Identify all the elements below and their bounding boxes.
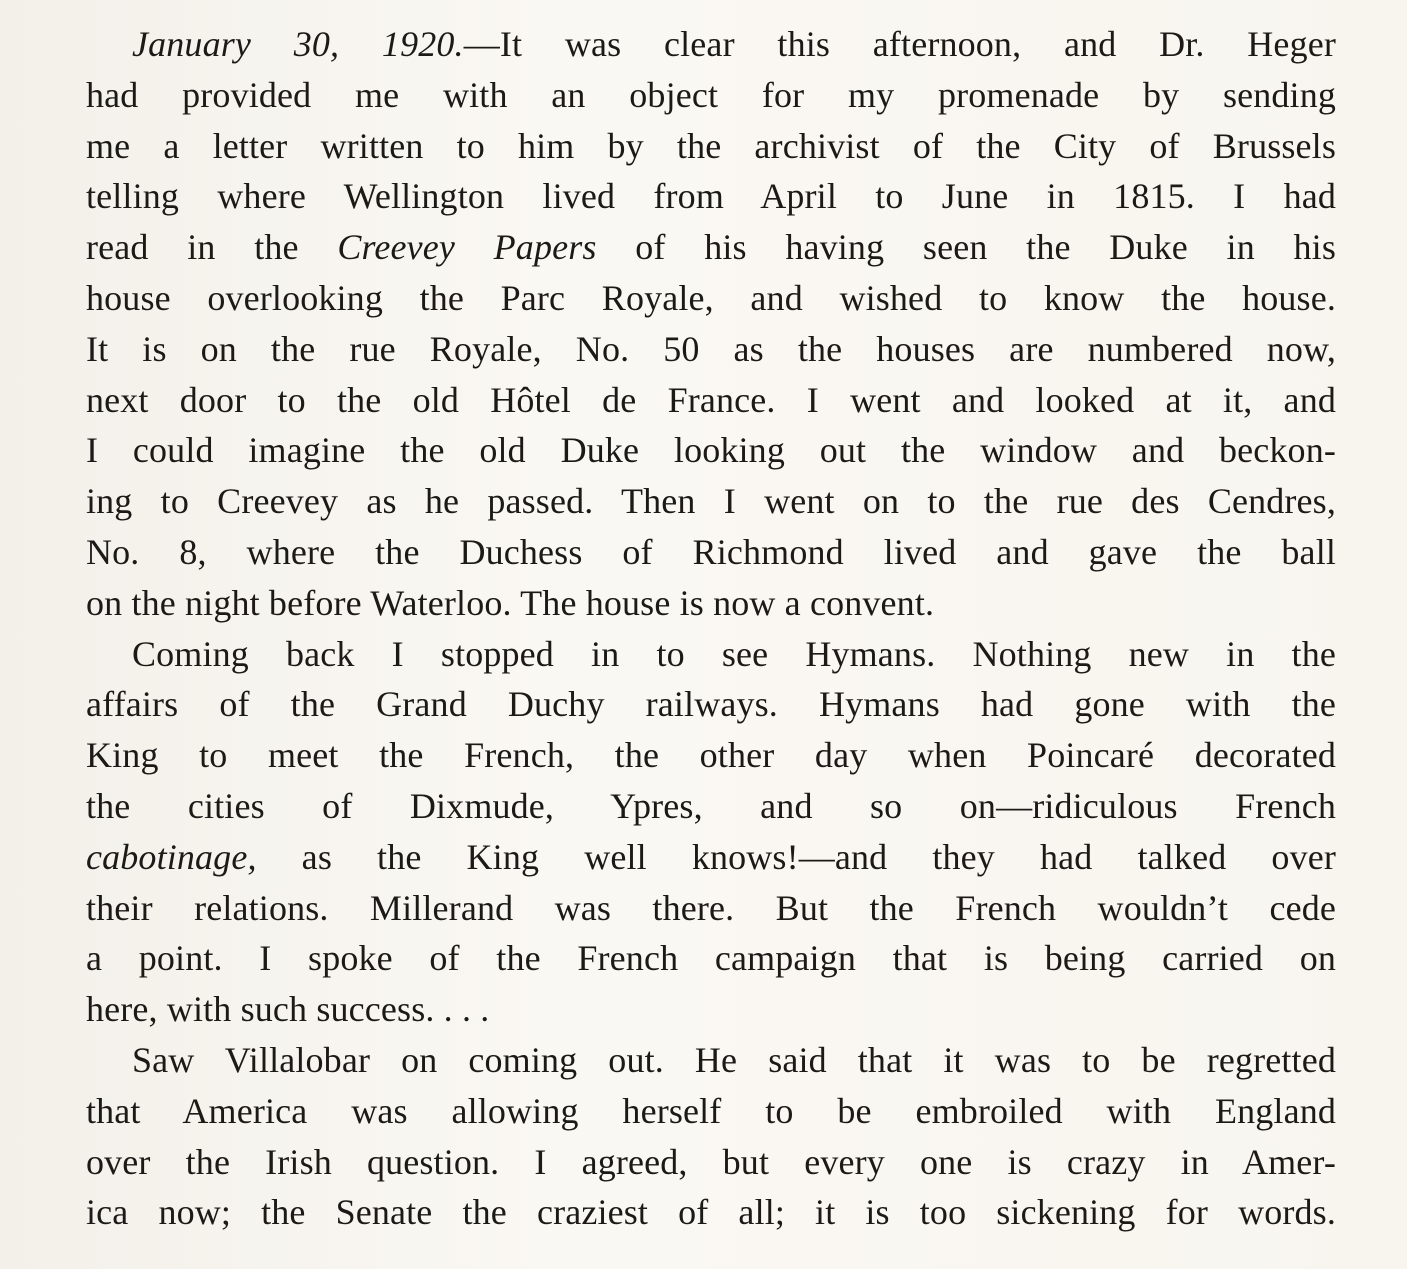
text-line: me a letter written to him by the archivist of the City of Brussels <box>86 125 1336 166</box>
text-line: a point. I spoke of the French campaign that is being carried on <box>86 938 1336 979</box>
text-line: here, with such success. . . . <box>86 989 490 1030</box>
text-line: I could imagine the old Duke looking out the window and beckon- <box>86 430 1336 471</box>
text-line: affairs of the Grand Duchy railways. Hymans had gone with the <box>86 684 1336 725</box>
text-line: No. 8, where the Duchess of Richmond lived and gave the ball <box>86 531 1336 572</box>
text-line: ing to Creevey as he passed. Then I went on to the rue des Cendres, <box>86 481 1336 522</box>
entry-date: January 30, 1920. <box>132 24 464 64</box>
text-line: Saw Villalobar on coming out. He said that it was to be regretted <box>132 1039 1336 1080</box>
italic-term: cabotinage, <box>86 836 257 877</box>
text-line: King to meet the French, the other day when Poincaré decorated <box>86 735 1336 776</box>
text-line: on the night before Waterloo. The house is now a convent. <box>86 582 935 623</box>
text-line: read in the Creevey Papers of his having seen the Duke in his <box>86 227 1336 268</box>
text-line: telling where Wellington lived from April to June in 1815. I had <box>86 176 1336 217</box>
text-line: Coming back I stopped in to see Hymans. Nothing new in the <box>132 633 1336 674</box>
paragraph-2 <box>86 629 1336 1035</box>
paragraph-1 <box>86 19 1336 629</box>
text-line: the cities of Dixmude, Ypres, and so on—ridiculous French <box>86 785 1336 826</box>
text-line: over the Irish question. I agreed, but every one is crazy in Amer- <box>86 1141 1336 1182</box>
page-text <box>86 19 1336 1238</box>
text-line: that America was allowing herself to be embroiled with England <box>86 1090 1336 1131</box>
text-line: their relations. Millerand was there. But the French wouldn’t cede <box>86 887 1336 928</box>
text-line: January 30, 1920.—It was clear this afternoon, and Dr. Heger <box>132 24 1336 64</box>
text-line: ica now; the Senate the craziest of all; it is too sickening for words. <box>86 1192 1336 1233</box>
text-line: It is on the rue Royale, No. 50 as the houses are numbered now, <box>86 328 1336 369</box>
text-line: house overlooking the Parc Royale, and wished to know the house. <box>86 277 1336 318</box>
book-title: Creevey Papers <box>337 227 597 268</box>
text-line: cabotinage, as the King well knows!—and they had talked over <box>86 836 1336 877</box>
text-line: next door to the old Hôtel de France. I went and looked at it, and <box>86 379 1336 420</box>
text-line: had provided me with an object for my promenade by sending <box>86 74 1336 115</box>
paragraph-3 <box>86 1035 1336 1238</box>
